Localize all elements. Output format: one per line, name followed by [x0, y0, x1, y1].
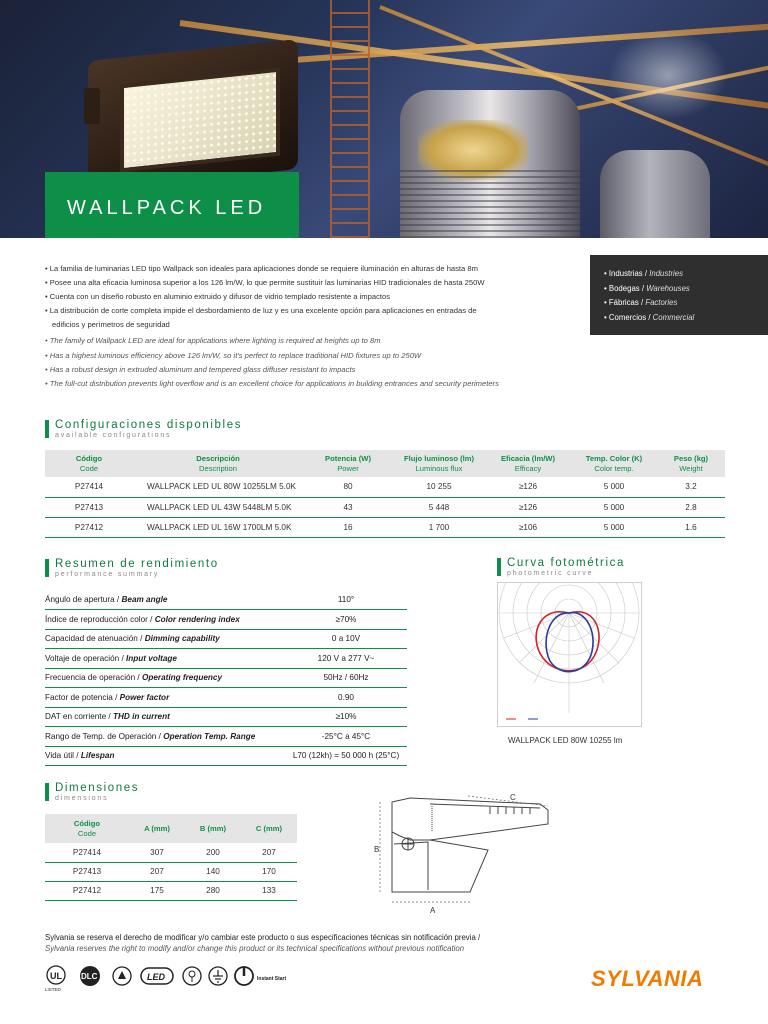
configurations-table [45, 450, 725, 538]
disclaimer-es: Sylvania se reserva el derecho de modificar y/o cambiar este producto o sus especificaciones técnicas sin notificación previa / [45, 933, 481, 942]
dim-label-a: A [430, 906, 436, 915]
performance-subtitle: performance summary [55, 571, 160, 578]
ul-listed-icon [45, 964, 67, 992]
column-header: Peso (kg) Weight [657, 450, 725, 477]
application-item: • Industrias / Industries [604, 269, 684, 278]
page-title: WALLPACK LED [67, 197, 267, 219]
config-title: Configuraciones disponibles [55, 419, 243, 431]
dlc-icon [75, 964, 105, 992]
application-item: • Comercios / Commercial [604, 312, 695, 322]
intro-en-line: • Has a highest luminous efficiency above 126 lm/W, so it's perfect to replace traditional HID fixtures up to 250W [45, 350, 422, 360]
ground-icon [207, 964, 229, 992]
column-header: B (mm) [185, 814, 241, 843]
intro-es-line: • La familia de luminarias LED tipo Wallpack son ideales para aplicaciones donde se requiere iluminación en alturas de hasta 8m [45, 264, 478, 273]
dimensions-subtitle: dimensions [55, 795, 109, 802]
intro-en-line: • The full-cut distribution prevents light overflow and is an excellent choice for applications in building entrances and security perimeters [45, 378, 499, 388]
disclaimer [45, 933, 685, 954]
svg-text:LISTED: LISTED [45, 987, 61, 992]
svg-text:LED: LED [147, 972, 165, 982]
dim-label-c: C [510, 793, 516, 802]
application-item: • Bodegas / Warehouses [604, 283, 690, 293]
intro-es-line: edificios y perímetros de seguridad [52, 320, 170, 330]
table-row: Ángulo de apertura / Beam angle 110° [45, 590, 407, 610]
table-row: Factor de potencia / Power factor 0.90 [45, 688, 407, 708]
column-header: Temp. Color (K) Color temp. [571, 450, 657, 477]
disclaimer-en: Sylvania reserves the right to modify and/or change this product or its technical specifications without previous notification [45, 943, 465, 953]
intro-text [45, 262, 565, 391]
applications-panel [590, 255, 768, 335]
wallpack-product-image [88, 50, 298, 180]
config-subtitle: available configurations [55, 432, 172, 439]
performance-title: Resumen de rendimiento [55, 558, 219, 570]
column-header: Descripción Description [133, 450, 303, 477]
recycle-icon [111, 964, 133, 992]
certification-logos [45, 962, 305, 992]
svg-text:Instant Start: Instant Start [257, 976, 287, 982]
column-header: Código Code [45, 450, 133, 477]
polar-diagram [498, 583, 641, 726]
photometric-title: Curva fotométrica [507, 557, 625, 569]
table-row: P27413 207 140 170 [45, 862, 297, 881]
table-row: Vida útil / Lifespan L70 (12kh) = 50 000 h (25°C) [45, 746, 407, 766]
intro-en-line: • The family of Wallpack LED are ideal for applications where lighting is required at heights up to 8m [45, 336, 381, 346]
dim-label-b: B [374, 845, 380, 854]
intro-en-line: • Has a robust design in extruded aluminum and tempered glass diffuser resistant to impacts [45, 364, 356, 374]
intro-es-line: • Posee una alta eficacia luminosa superior a los 126 lm/W, lo que permite sustituir las luminarias HID tradicionales de hasta 250W [45, 278, 485, 288]
svg-text:UL: UL [50, 971, 62, 981]
table-row: DAT en corriente / THD in current ≥10% [45, 707, 407, 727]
column-header: Potencia (W) Power [303, 450, 393, 477]
column-header: Eficacia (lm/W) Efficacy [485, 450, 571, 477]
table-row: Rango de Temp. de Operación / Operation Temp. Range -25°C a 45°C [45, 727, 407, 747]
column-header: Flujo luminoso (lm) Luminous flux [393, 450, 485, 477]
svg-text:DLC: DLC [81, 972, 98, 981]
table-row: P27412 175 280 133 [45, 881, 297, 900]
table-row: Frecuencia de operación / Operating frequency 50Hz / 60Hz [45, 668, 407, 688]
table-row: Índice de reproducción color / Color rendering index ≥70% [45, 610, 407, 630]
led-icon [139, 964, 175, 992]
table-row: Capacidad de atenuación / Dimming capability 0 a 10V [45, 629, 407, 649]
performance-table [45, 590, 407, 766]
photometric-curve-chart [497, 582, 642, 727]
dimensions-title: Dimensiones [55, 782, 140, 794]
photometric-subtitle: photometric curve [507, 570, 594, 577]
column-header: Código Code [45, 814, 129, 843]
photometric-caption: WALLPACK LED 80W 10255 lm [508, 736, 623, 745]
sylvania-logo: SYLVANIA [591, 966, 704, 991]
column-header: C (mm) [241, 814, 297, 843]
application-item: • Fábricas / Factories [604, 298, 678, 307]
dimension-drawing [370, 792, 570, 917]
hero-banner [0, 0, 768, 238]
table-row: P27412 WALLPACK LED UL 16W 1700LM 5.0K 16 1 700 ≥106 5 000 1.6 [45, 517, 725, 537]
table-row: P27413 WALLPACK LED UL 43W 5448LM 5.0K 43 5 448 ≥126 5 000 2.8 [45, 497, 725, 517]
column-header: A (mm) [129, 814, 185, 843]
table-row: P27414 307 200 207 [45, 843, 297, 862]
intro-es-line: • La distribución de corte completa impide el desbordamiento de luz y es una excelente opción para aplicaciones en entradas de [45, 306, 477, 316]
table-row: Voltaje de operación / Input voltage 120 V a 277 V~ [45, 649, 407, 669]
intro-es-line: • Cuenta con un diseño robusto en aluminio extruido y difusor de vidrio templado resistente a impactos [45, 292, 390, 302]
title-band [45, 172, 299, 238]
lamp-icon [181, 964, 203, 992]
instant-start-icon [233, 964, 303, 992]
dimensions-table [45, 814, 297, 901]
table-row: P27414 WALLPACK LED UL 80W 10255LM 5.0K 80 10 255 ≥126 5 000 3.2 [45, 477, 725, 497]
